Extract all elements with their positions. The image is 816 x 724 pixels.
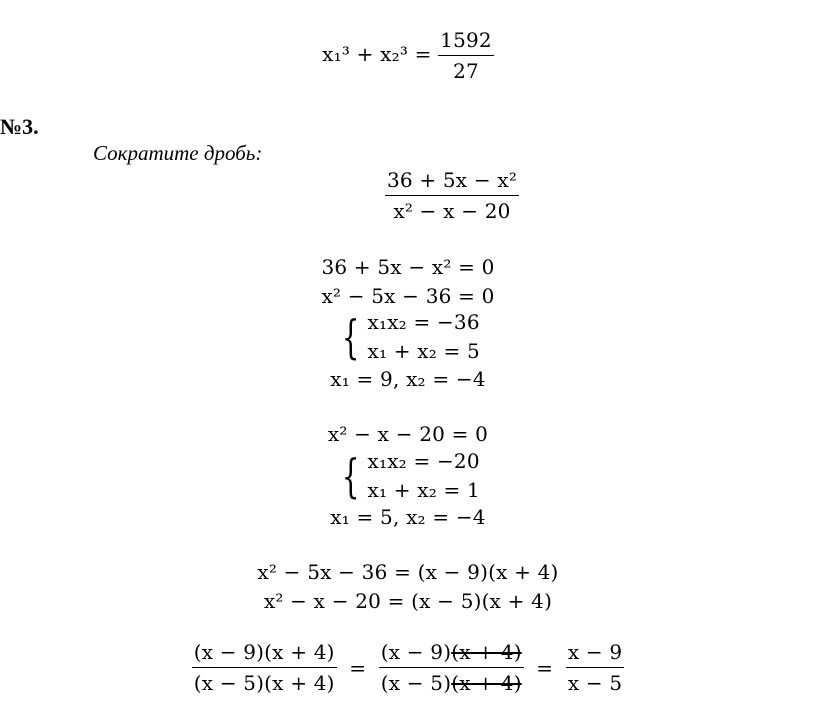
main-fraction-denominator: x² − x − 20 xyxy=(393,199,511,223)
denominator-vieta-system xyxy=(0,447,816,505)
denominator-kept-factor: (x − 5) xyxy=(380,671,452,695)
final-fraction-original xyxy=(192,640,337,695)
main-fraction xyxy=(44,168,816,223)
final-fraction-cancelled xyxy=(379,640,524,695)
task-number: №3. xyxy=(0,114,39,139)
equals-sign: = xyxy=(349,655,367,680)
numerator-equation-reordered: x² − 5x − 36 = 0 xyxy=(321,284,495,308)
numerator-equation: 36 + 5x − x² = 0 xyxy=(321,255,495,279)
system-brace-icon: { xyxy=(341,310,360,364)
top-equation-numerator: 1592 xyxy=(438,28,494,56)
final-fraction-cancelled-denominator xyxy=(379,668,524,695)
task-instruction: Сократите дробь: xyxy=(93,141,263,165)
denominator-roots: x₁ = 5, x₂ = −4 xyxy=(330,505,486,529)
final-fraction-result xyxy=(566,640,624,695)
top-equation-denominator: 27 xyxy=(453,59,479,83)
top-equation-lhs: x₁³ + x₂³ = xyxy=(322,42,432,66)
final-fraction-result-numerator: x − 9 xyxy=(566,640,624,668)
final-fraction-cancelled-numerator xyxy=(379,640,524,668)
denominator-factorization: x² − x − 20 = (x − 5)(x + 4) xyxy=(263,589,553,613)
denominator-equation: x² − x − 20 = 0 xyxy=(327,422,489,446)
denominator-system-product: x₁x₂ = −20 xyxy=(367,449,480,473)
denominator-system-sum: x₁ + x₂ = 1 xyxy=(367,478,480,502)
top-equation xyxy=(0,28,816,83)
numerator-kept-factor: (x − 9) xyxy=(380,640,452,664)
numerator-system-product: x₁x₂ = −36 xyxy=(367,310,480,334)
numerator-roots: x₁ = 9, x₂ = −4 xyxy=(330,367,486,391)
denominator-cancelled-factor: (x + 4) xyxy=(451,671,522,695)
final-fraction-original-denominator: (x − 5)(x + 4) xyxy=(193,671,335,695)
top-equation-fraction xyxy=(438,28,494,83)
main-fraction-numerator: 36 + 5x − x² xyxy=(385,168,519,196)
numerator-factorization: x² − 5x − 36 = (x − 9)(x + 4) xyxy=(257,560,559,584)
system-brace-icon: { xyxy=(341,449,360,503)
numerator-vieta-system xyxy=(0,308,816,366)
final-simplification xyxy=(0,640,816,695)
numerator-cancelled-factor: (x + 4) xyxy=(451,640,522,664)
numerator-system-sum: x₁ + x₂ = 5 xyxy=(367,339,480,363)
equals-sign: = xyxy=(536,655,554,680)
final-fraction-original-numerator: (x − 9)(x + 4) xyxy=(192,640,337,668)
final-fraction-result-denominator: x − 5 xyxy=(567,671,623,695)
